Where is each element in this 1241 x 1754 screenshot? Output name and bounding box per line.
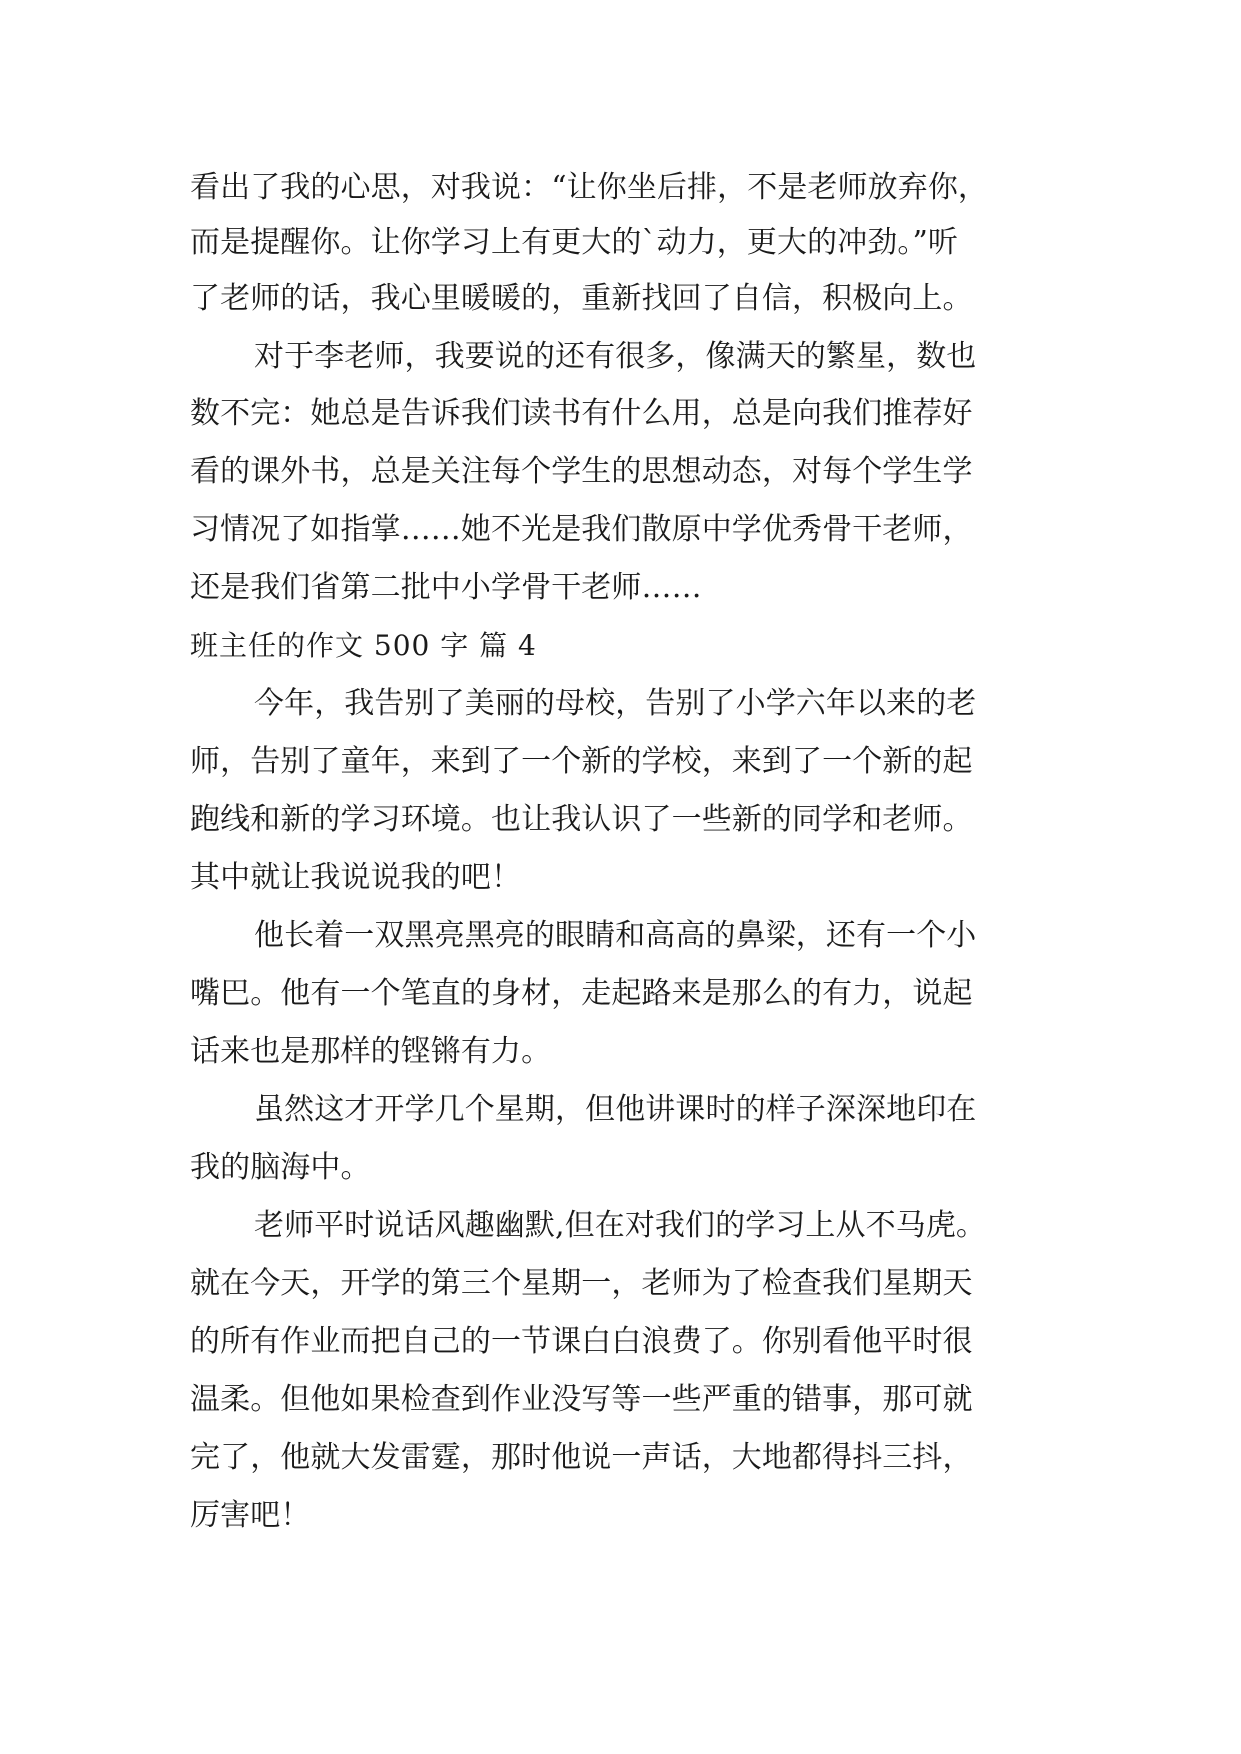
text-line: 习情况了如指掌……她不光是我们散原中学优秀骨干老师，	[190, 512, 973, 547]
text-line: 的所有作业而把自己的一节课白白浪费了。你别看他平时很	[190, 1324, 973, 1359]
text-line: 看出了我的心思，对我说：“让你坐后排，不是老师放弃你，	[190, 170, 989, 205]
text-line: 完了，他就大发雷霆，那时他说一声话，大地都得抖三抖，	[190, 1440, 973, 1475]
text-line: 我的脑海中。	[190, 1150, 371, 1185]
text-line: 温柔。但他如果检查到作业没写等一些严重的错事，那可就	[190, 1382, 973, 1417]
paragraph-start-line: 虽然这才开学几个星期，但他讲课时的样子深深地印在	[254, 1092, 977, 1127]
text-line: 嘴巴。他有一个笔直的身材，走起路来是那么的有力，说起	[190, 976, 973, 1011]
text-line: 其中就让我说说我的吧！	[190, 860, 522, 895]
text-line: 就在今天，开学的第三个星期一，老师为了检查我们星期天	[190, 1266, 973, 1301]
text-line: 还是我们省第二批中小学骨干老师……	[190, 570, 702, 605]
paragraph-start-line: 老师平时说话风趣幽默,但在对我们的学习上从不马虎。	[254, 1208, 987, 1243]
text-line: 而是提醒你。让你学习上有更大的`动力，更大的冲劲。”听	[190, 225, 959, 260]
text-line: 了老师的话，我心里暖暖的，重新找回了自信，积极向上。	[190, 281, 973, 316]
text-line: 看的课外书，总是关注每个学生的思想动态，对每个学生学	[190, 454, 973, 489]
text-line: 师，告别了童年，来到了一个新的学校，来到了一个新的起	[190, 744, 973, 779]
paragraph-start-line: 他长着一双黑亮黑亮的眼睛和高高的鼻梁，还有一个小	[254, 918, 977, 953]
section-heading: 班主任的作文 500 字 篇 4	[190, 629, 537, 662]
text-line: 数不完：她总是告诉我们读书有什么用，总是向我们推荐好	[190, 396, 973, 431]
text-line: 厉害吧！	[190, 1498, 311, 1533]
text-line: 话来也是那样的铿锵有力。	[190, 1034, 552, 1069]
paragraph-start-line: 今年，我告别了美丽的母校，告别了小学六年以来的老	[254, 686, 977, 721]
paragraph-start-line: 对于李老师，我要说的还有很多，像满天的繁星，数也	[254, 339, 977, 374]
text-line: 跑线和新的学习环境。也让我认识了一些新的同学和老师。	[190, 802, 973, 837]
